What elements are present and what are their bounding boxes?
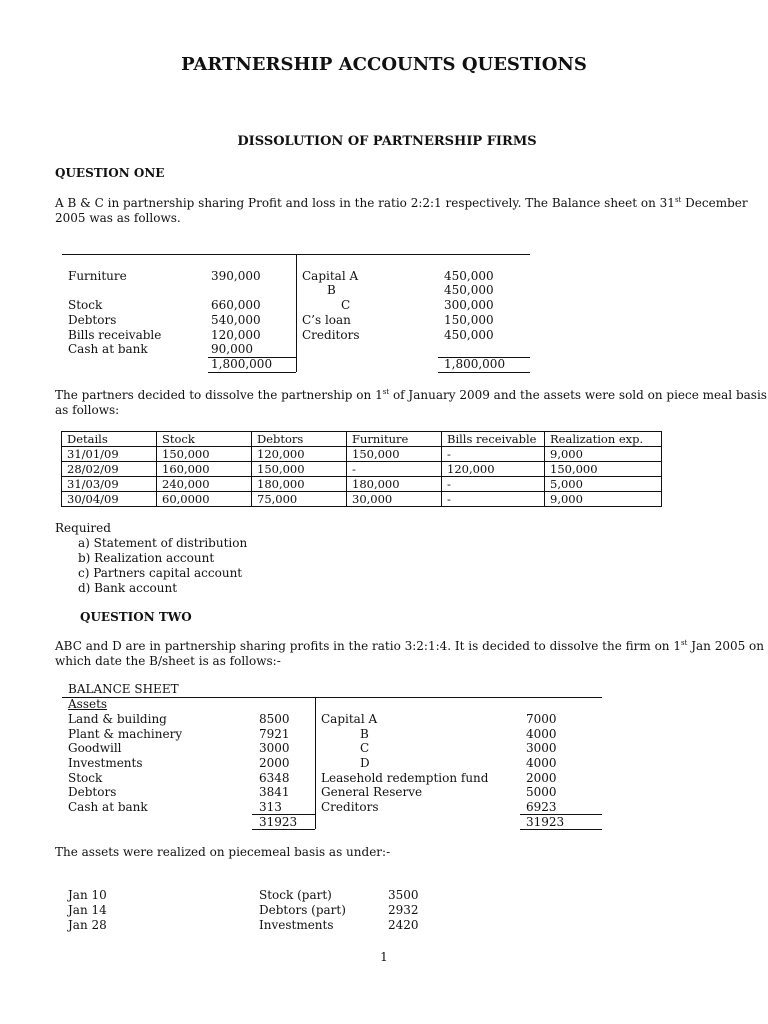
bs1-left-label: Cash at bank bbox=[68, 342, 148, 356]
table-cell: 30,000 bbox=[347, 492, 442, 507]
question-one-heading: QUESTION ONE bbox=[55, 166, 165, 180]
table-cell: 28/02/09 bbox=[62, 462, 157, 477]
bs2-right-label: C bbox=[360, 741, 370, 755]
list-item: b) Realization account bbox=[78, 551, 215, 565]
table-header-cell: Realization exp. bbox=[545, 432, 662, 447]
question-two-heading: QUESTION TWO bbox=[80, 610, 192, 624]
bs2-left-value: 6348 bbox=[259, 771, 290, 785]
bs2-left-label: Land & building bbox=[68, 712, 167, 726]
bs1-left-label: Bills receivable bbox=[68, 328, 162, 342]
table-cell: 60,0000 bbox=[157, 492, 252, 507]
bs2-left-value: 2000 bbox=[259, 756, 290, 770]
table-header-row bbox=[62, 432, 662, 447]
bs2-left-label: Plant & machinery bbox=[68, 727, 183, 741]
bs2-right-label: B bbox=[360, 727, 369, 741]
bs2-right-value: 7000 bbox=[526, 712, 557, 726]
bs1-right-label: C’s loan bbox=[302, 313, 351, 327]
bs2-right-value: 2000 bbox=[526, 771, 557, 785]
list-item: c) Partners capital account bbox=[78, 566, 243, 580]
realization-date: Jan 14 bbox=[68, 903, 107, 917]
table-cell: 31/03/09 bbox=[62, 477, 157, 492]
bs1-right-value: 150,000 bbox=[444, 313, 494, 327]
bs2-right-total: 31923 bbox=[526, 815, 565, 829]
bs1-right-label: B bbox=[327, 283, 336, 297]
bs2-right-label: Capital A bbox=[321, 712, 378, 726]
table-cell: 150,000 bbox=[347, 447, 442, 462]
bs1-right-label: C bbox=[341, 298, 351, 312]
table-cell: - bbox=[442, 477, 545, 492]
table-cell: 180,000 bbox=[347, 477, 442, 492]
bs2-title: BALANCE SHEET bbox=[68, 682, 179, 696]
bs2-assets-label: Assets bbox=[68, 697, 108, 711]
bs2-right-value: 4000 bbox=[526, 756, 557, 770]
page-title: PARTNERSHIP ACCOUNTS QUESTIONS bbox=[181, 54, 587, 75]
bs1-right-bottom-rule bbox=[438, 372, 530, 373]
realized-intro: The assets were realized on piecemeal basis as under:- bbox=[55, 845, 391, 859]
realization-item: Stock (part) bbox=[259, 888, 332, 902]
bs2-center-rule bbox=[315, 697, 316, 829]
bs2-left-label: Goodwill bbox=[68, 741, 122, 755]
sales-table bbox=[61, 431, 662, 507]
question-two-intro: ABC and D are in partnership sharing profits in the ratio 3:2:1:4. It is decided to dissolve the firm on 1st Jan 2005 on bbox=[55, 639, 765, 653]
bs1-right-label: Capital A bbox=[302, 269, 359, 283]
bs2-left-value: 3841 bbox=[259, 785, 290, 799]
bs2-right-label: General Reserve bbox=[321, 785, 423, 799]
bs1-left-value: 90,000 bbox=[211, 342, 253, 356]
bs1-center-rule bbox=[296, 254, 297, 372]
realization-amount: 3500 bbox=[388, 888, 419, 902]
table-header-cell: Details bbox=[62, 432, 157, 447]
bs1-left-label: Debtors bbox=[68, 313, 117, 327]
table-cell: 75,000 bbox=[252, 492, 347, 507]
bs1-left-value: 540,000 bbox=[211, 313, 261, 327]
bs1-right-value: 450,000 bbox=[444, 328, 494, 342]
table-row bbox=[62, 462, 662, 477]
bs2-left-label: Debtors bbox=[68, 785, 117, 799]
table-cell: - bbox=[347, 462, 442, 477]
page-number: 1 bbox=[380, 950, 388, 964]
bs1-left-total: 1,800,000 bbox=[211, 357, 273, 371]
list-item: a) Statement of distribution bbox=[78, 536, 248, 550]
table-cell: 120,000 bbox=[442, 462, 545, 477]
table-row bbox=[62, 447, 662, 462]
bs1-left-label: Stock bbox=[68, 298, 103, 312]
table-header-cell: Stock bbox=[157, 432, 252, 447]
table-cell: 240,000 bbox=[157, 477, 252, 492]
bs2-left-label: Cash at bank bbox=[68, 800, 148, 814]
bs2-left-label: Stock bbox=[68, 771, 103, 785]
realization-amount: 2420 bbox=[388, 918, 419, 932]
bs2-right-bottom-rule bbox=[520, 829, 602, 830]
table-header-cell: Bills receivable bbox=[442, 432, 545, 447]
table-row bbox=[62, 477, 662, 492]
bs2-right-label: D bbox=[360, 756, 370, 770]
bs1-right-value: 450,000 bbox=[444, 269, 494, 283]
table-cell: 150,000 bbox=[157, 447, 252, 462]
bs1-left-value: 660,000 bbox=[211, 298, 261, 312]
bs1-left-value: 120,000 bbox=[211, 328, 261, 342]
question-two-intro-cont: which date the B/sheet is as follows:- bbox=[55, 654, 281, 668]
table-cell: 30/04/09 bbox=[62, 492, 157, 507]
bs1-right-value: 450,000 bbox=[444, 283, 494, 297]
bs2-left-value: 3000 bbox=[259, 741, 290, 755]
bs1-right-label: Creditors bbox=[302, 328, 360, 342]
bs2-left-bottom-rule bbox=[252, 829, 315, 830]
required-label: Required bbox=[55, 521, 111, 535]
bs1-left-value: 390,000 bbox=[211, 269, 261, 283]
table-header-cell: Furniture bbox=[347, 432, 442, 447]
table-cell: 180,000 bbox=[252, 477, 347, 492]
table-cell: 31/01/09 bbox=[62, 447, 157, 462]
bs1-left-label: Furniture bbox=[68, 269, 127, 283]
bs2-left-value: 7921 bbox=[259, 727, 290, 741]
bs2-right-label: Creditors bbox=[321, 800, 379, 814]
realization-date: Jan 28 bbox=[68, 918, 107, 932]
table-cell: 9,000 bbox=[545, 492, 662, 507]
bs2-left-value: 313 bbox=[259, 800, 282, 814]
bs2-right-value: 3000 bbox=[526, 741, 557, 755]
bs2-right-value: 6923 bbox=[526, 800, 557, 814]
dissolve-paragraph-cont: as follows: bbox=[55, 403, 120, 417]
table-header-cell: Debtors bbox=[252, 432, 347, 447]
list-item: d) Bank account bbox=[78, 581, 178, 595]
bs2-left-label: Investments bbox=[68, 756, 143, 770]
required-list bbox=[78, 536, 247, 596]
bs2-left-total: 31923 bbox=[259, 815, 298, 829]
bs1-right-total: 1,800,000 bbox=[444, 357, 506, 371]
table-cell: 5,000 bbox=[545, 477, 662, 492]
table-cell: 160,000 bbox=[157, 462, 252, 477]
table-row bbox=[62, 492, 662, 507]
realization-date: Jan 10 bbox=[68, 888, 107, 902]
question-one-intro-cont: 2005 was as follows. bbox=[55, 211, 181, 225]
question-one-intro: A B & C in partnership sharing Profit and loss in the ratio 2:2:1 respectively. The Balance sheet on 31st December bbox=[55, 196, 748, 210]
table-cell: 150,000 bbox=[252, 462, 347, 477]
realization-item: Investments bbox=[259, 918, 334, 932]
bs2-right-label: Leasehold redemption fund bbox=[321, 771, 489, 785]
bs1-left-bottom-rule bbox=[208, 372, 296, 373]
table-cell: 9,000 bbox=[545, 447, 662, 462]
realization-amount: 2932 bbox=[388, 903, 419, 917]
bs2-left-value: 8500 bbox=[259, 712, 290, 726]
bs2-top-rule bbox=[62, 697, 602, 698]
table-cell: 120,000 bbox=[252, 447, 347, 462]
table-cell: 150,000 bbox=[545, 462, 662, 477]
bs2-right-value: 5000 bbox=[526, 785, 557, 799]
dissolve-paragraph: The partners decided to dissolve the partnership on 1st of January 2009 and the assets were sold on piece meal basis bbox=[55, 388, 767, 402]
table-cell: - bbox=[442, 492, 545, 507]
realization-item: Debtors (part) bbox=[259, 903, 346, 917]
table-cell: - bbox=[442, 447, 545, 462]
section-subtitle: DISSOLUTION OF PARTNERSHIP FIRMS bbox=[237, 134, 537, 149]
bs2-right-value: 4000 bbox=[526, 727, 557, 741]
bs1-right-value: 300,000 bbox=[444, 298, 494, 312]
